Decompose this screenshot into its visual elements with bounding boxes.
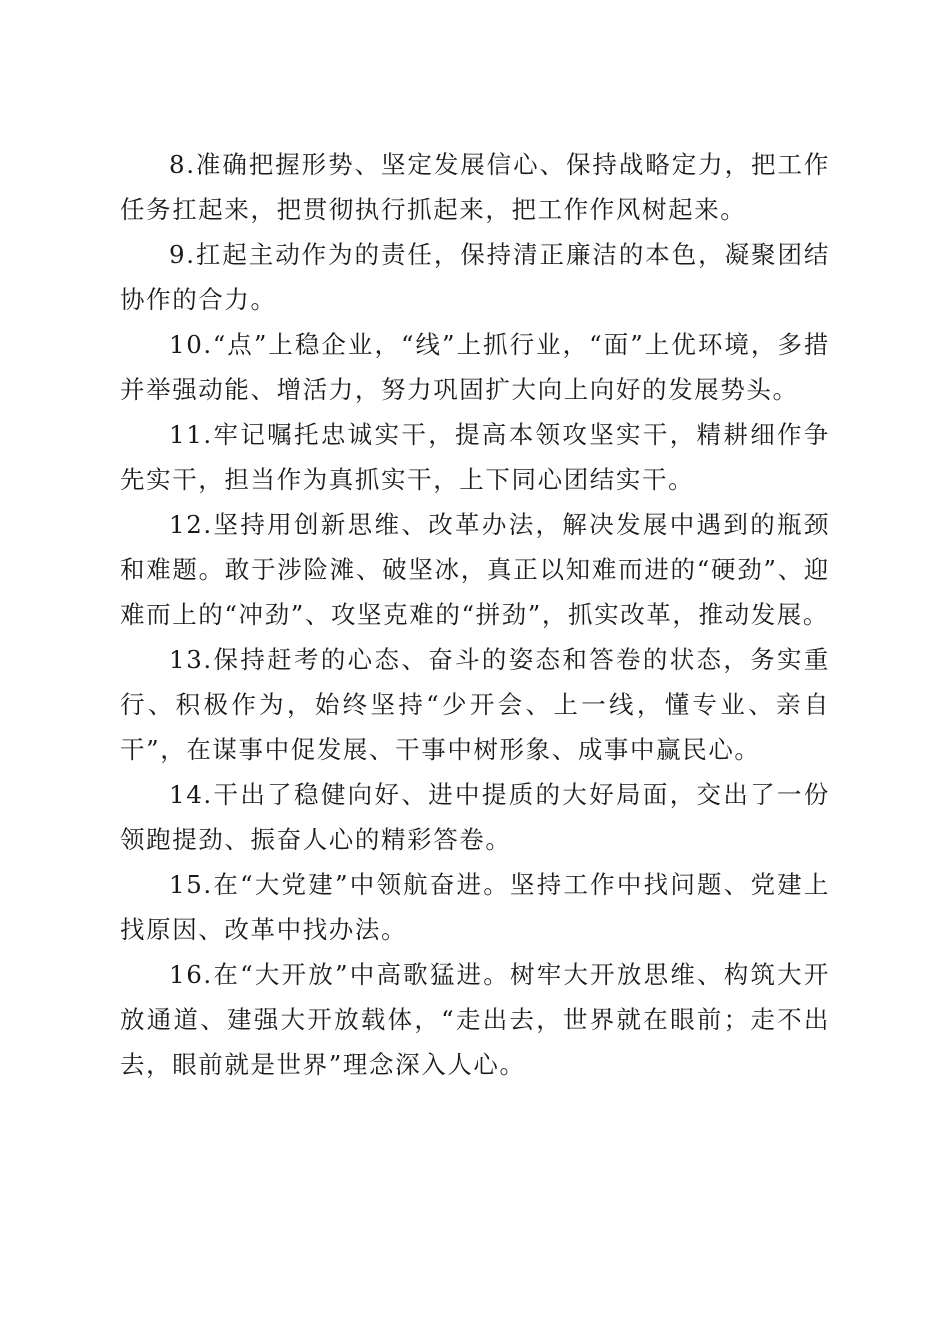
paragraph-12: 12.坚持用创新思维、改革办法，解决发展中遇到的瓶颈和难题。敢于涉险滩、破坚冰，真正以知难而进的“硬劲”、迎难而上的“冲劲”、攻坚克难的“拼劲”，抓实改革，推动发展。 <box>120 510 830 629</box>
paragraph-10: 10.“点”上稳企业，“线”上抓行业，“面”上优环境，多措并举强动能、增活力，努力巩固扩大向上向好的发展势头。 <box>120 330 830 404</box>
paragraph-9: 9.扛起主动作为的责任，保持清正廉洁的本色，凝聚团结协作的合力。 <box>120 240 830 314</box>
paragraph-13: 13.保持赶考的心态、奋斗的姿态和答卷的状态，务实重行、积极作为，始终坚持“少开会、上一线，懂专业、亲自干”，在谋事中促发展、干事中树形象、成事中赢民心。 <box>120 645 830 764</box>
paragraph-14: 14.干出了稳健向好、进中提质的大好局面，交出了一份领跑提劲、振奋人心的精彩答卷。 <box>120 780 830 854</box>
paragraph-8: 8.准确把握形势、坚定发展信心、保持战略定力，把工作任务扛起来，把贯彻执行抓起来，把工作作风树起来。 <box>120 150 830 224</box>
paragraph-11: 11.牢记嘱托忠诚实干，提高本领攻坚实干，精耕细作争先实干，担当作为真抓实干，上下同心团结实干。 <box>120 420 830 494</box>
document-body <box>120 142 830 1087</box>
paragraph-15: 15.在“大党建”中领航奋进。坚持工作中找问题、党建上找原因、改革中找办法。 <box>120 870 830 944</box>
paragraph-16: 16.在“大开放”中高歌猛进。树牢大开放思维、构筑大开放通道、建强大开放载体，“走出去，世界就在眼前；走不出去，眼前就是世界”理念深入人心。 <box>120 960 830 1079</box>
